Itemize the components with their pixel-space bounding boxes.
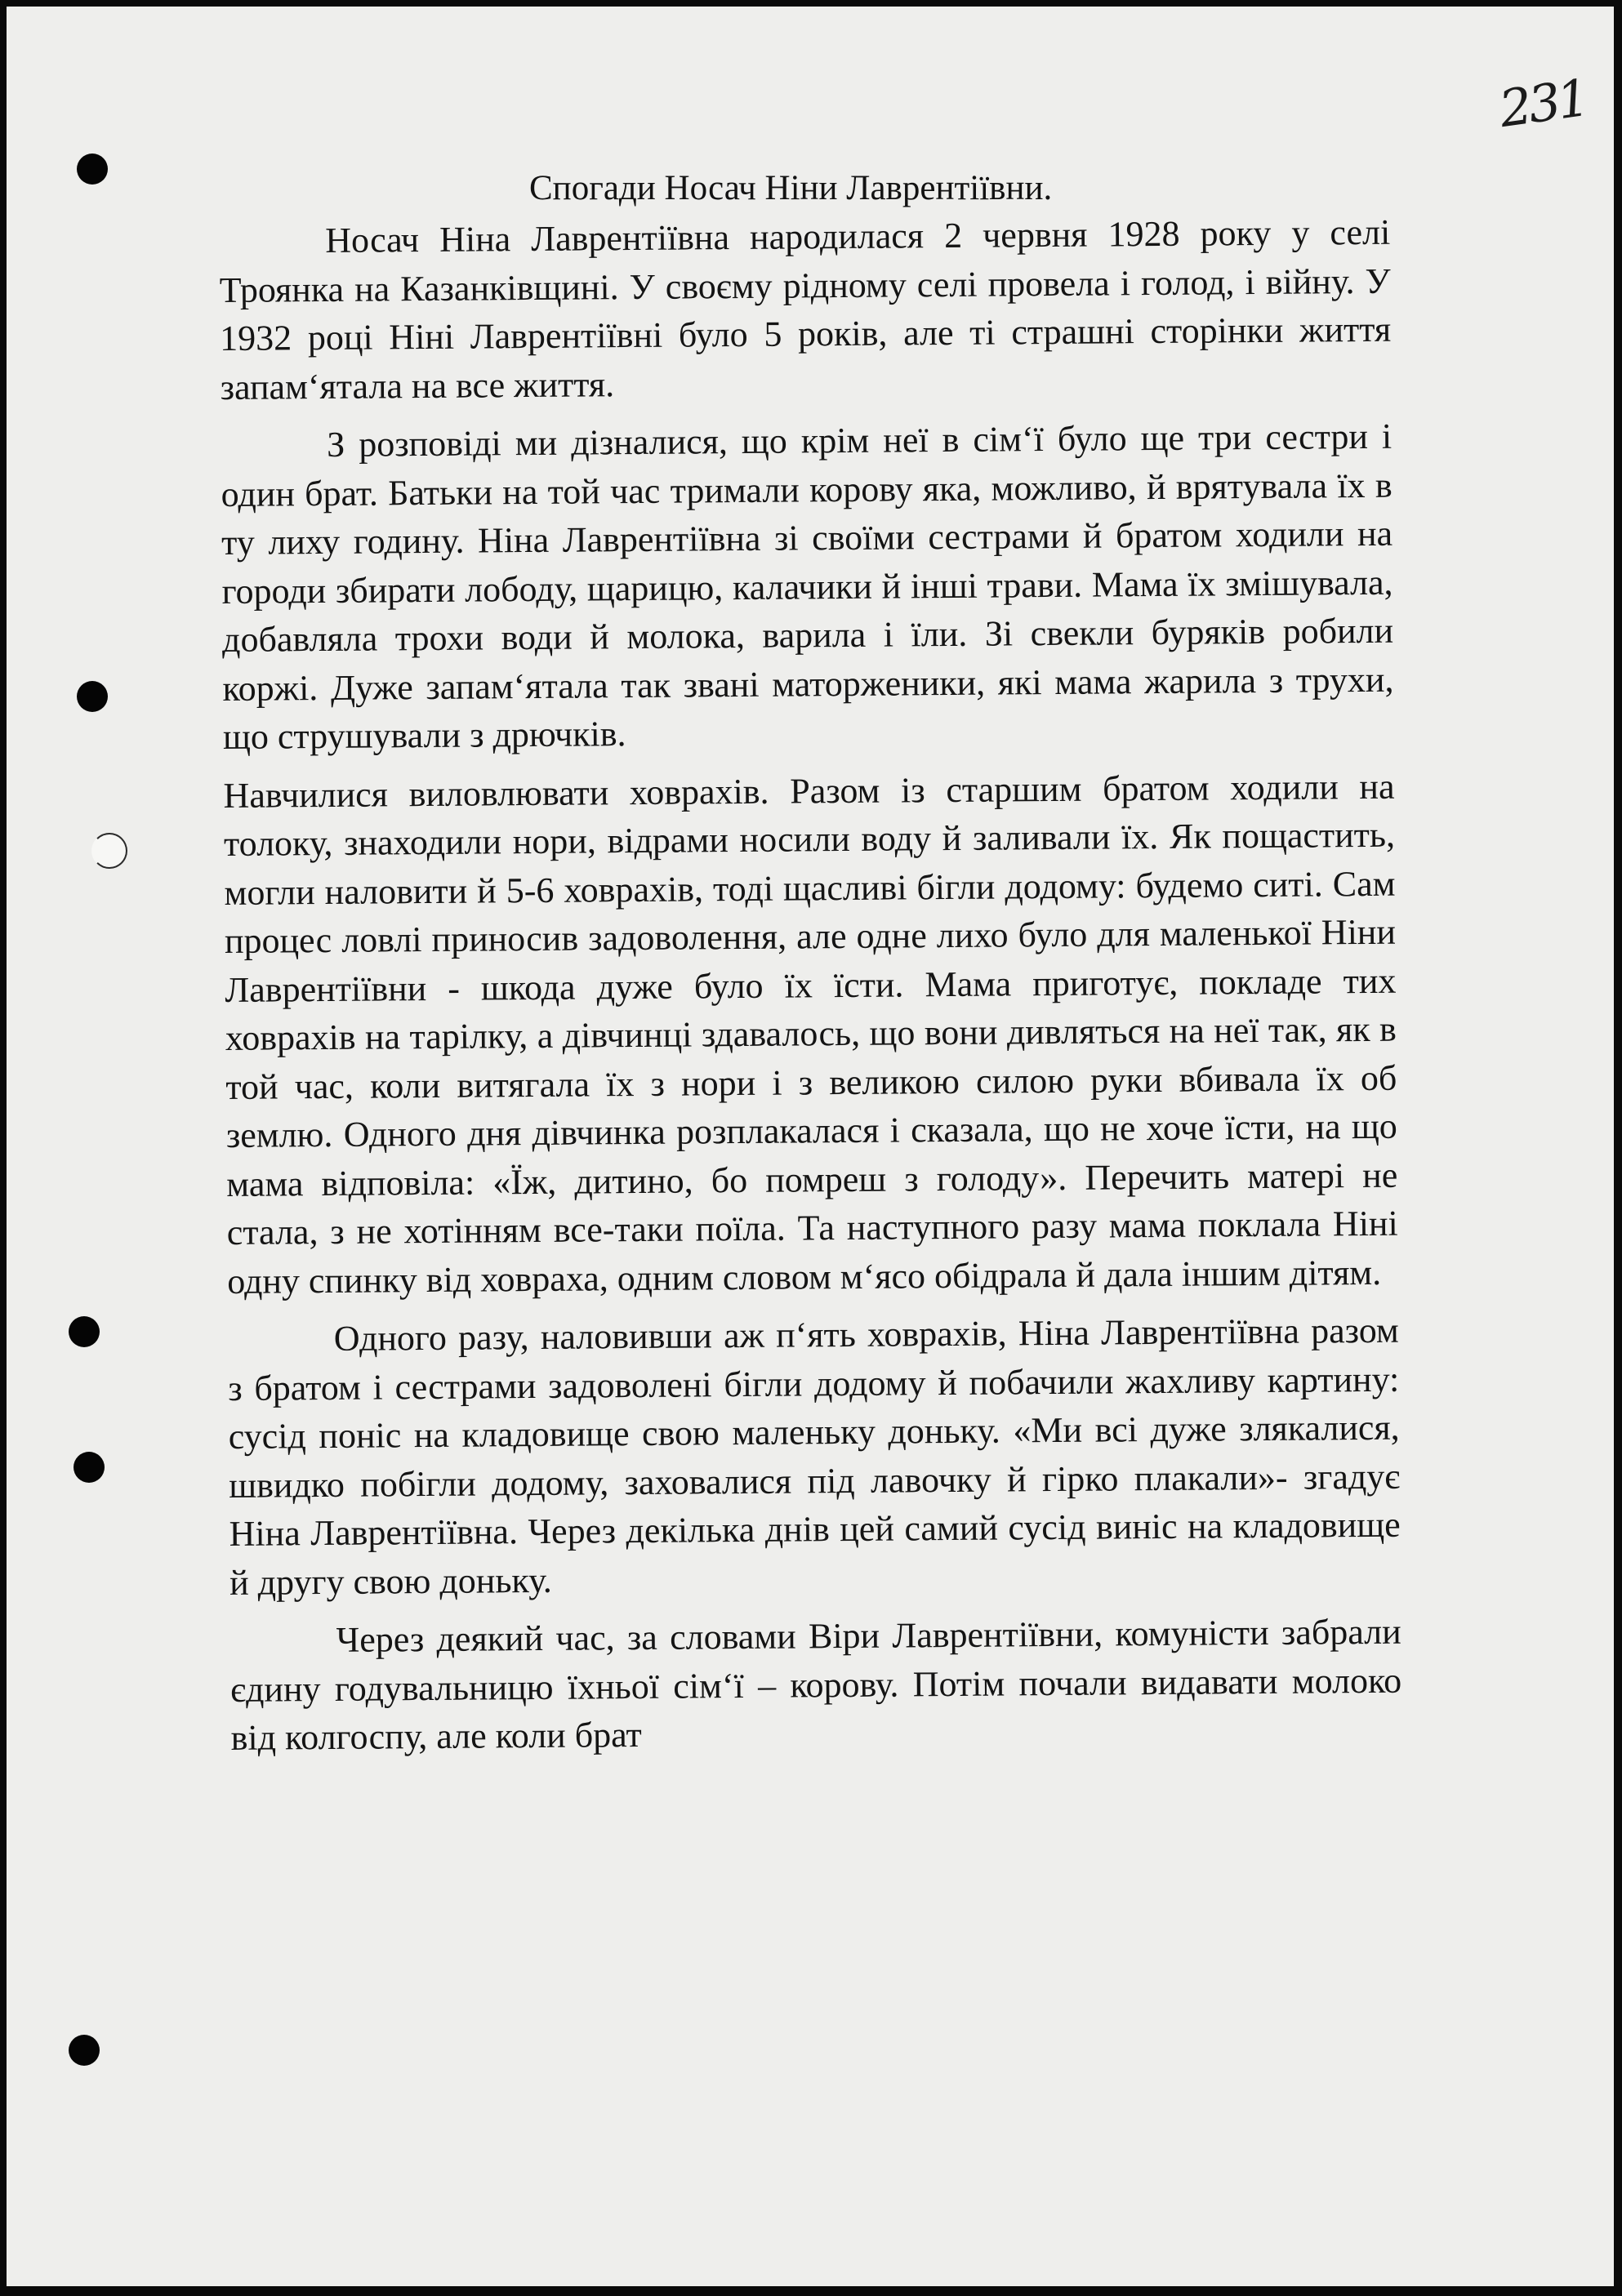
document-title: Спогади Носач Ніни Лаврентіївни. — [529, 169, 1053, 207]
document-body — [219, 208, 1402, 1773]
paragraph: Через деякий час, за словами Віри Лаврентіївни, комуністи забрали єдину годувальницю їхньої сім‘ї – корову. Потім почали видавати молоко від колгоспу, але коли брат — [229, 1611, 1402, 1758]
handwritten-page-number: 231 — [1495, 67, 1590, 140]
punch-hole — [69, 2035, 100, 2066]
punch-hole — [77, 154, 108, 185]
punch-hole-torn — [91, 833, 127, 869]
punch-hole — [77, 681, 108, 712]
punch-hole — [69, 1316, 100, 1347]
paragraph: Одного разу, наловивши аж п‘ять ховрахів, Ніна Лаврентіївна разом з братом і сестрами задоволені бігли додому й побачили жахливу картину: сусід поніс на кладовище свою маленьку доньку. «Ми всі дуже злякалися, швидко побігли додому, заховалися під лавочку й гірко плакали»- згадує Ніна Лаврентіївна. Через декілька днів цей самий сусід виніс на кладовище й другу свою доньку. — [228, 1310, 1401, 1603]
paragraph: Навчилися виловлювати ховрахів. Разом із старшим братом ходили на толоку, знаходили нори, відрами носили воду й заливали їх. Як пощастить, могли наловити й 5-6 ховрахів, тоді щасливі бігли додому: будемо ситі. Сам процес ловлі приносив задоволення, але одне лихо було для маленької Ніни Лаврентіївни - шкода дуже було їх їсти. Мама приготує, покладе тих ховрахів на тарілку, а дівчинці здавалось, що вони дивляться на неї так, як в той час, коли витягала їх з нори і з великою силою руки вбивала їх об землю. Одного дня дівчинка розплакалася і сказала, що не хоче їсти, на що мама відповіла: «Їж, дитино, бо помреш з голоду». Перечить матері не стала, з не хотінням все-таки поїла. Та наступного разу мама поклала Ніні одну спинку від ховраха, одним словом м‘ясо обідрала й дала іншим дітям. — [223, 766, 1398, 1302]
paragraph: Носач Ніна Лаврентіївна народилася 2 червня 1928 року у селі Троянка на Казанківщині. У своєму рідному селі провела і голод, і війну. У 1932 році Ніні Лаврентіївні було 5 років, але ті страшні сторінки життя запам‘ятала на все життя. — [219, 211, 1392, 407]
punch-hole — [74, 1452, 105, 1483]
paragraph: З розповіді ми дізналися, що крім неї в сім‘ї було ще три сестри і один брат. Батьки на той час тримали корову яка, можливо, й врятувала їх в ту лиху годину. Ніна Лаврентіївна зі своїми сестрами й братом ходили на городи збирати лободу, щарицю, калачики й інші трави. Мама їх змішувала, добавляла трохи води й молока, варила і їли. Зі свекли буряків робили коржі. Дуже запам‘ятала так звані маторженики, які мама жарила з трухи, що струшували з дрючків. — [221, 416, 1394, 757]
document-page — [7, 7, 1614, 2286]
